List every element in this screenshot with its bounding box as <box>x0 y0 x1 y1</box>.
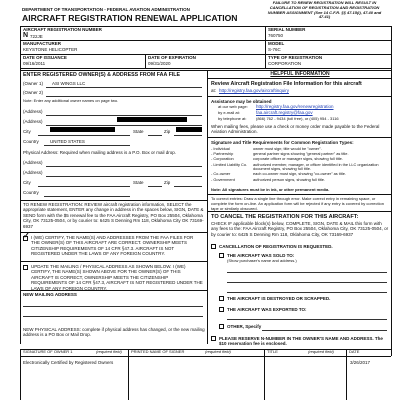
phone-label: by telephone at: <box>218 116 247 121</box>
state-label: State <box>133 129 144 134</box>
title-label: TITLE <box>267 349 278 354</box>
date-value[interactable]: 3/26/2017 <box>350 360 371 365</box>
physical-address-intro: Physical Address: Required when mailing address is a P.O. Box or mail drop. <box>23 150 176 155</box>
reserve-label: PLEASE RESERVE N-NUMBER IN THE OWNER'S NAME AND ADDRESS. The $10 reservation fee is enclosed. <box>219 336 383 347</box>
date-label: DATE <box>349 349 360 354</box>
other-checkbox[interactable] <box>219 324 224 329</box>
owner2-label: (Owner 2) <box>23 90 44 95</box>
email-link[interactable]: faa.aircraft.registry@faa.gov <box>256 110 313 115</box>
review-text: Review Aircraft Registration File Information for this aircraft <box>211 81 362 87</box>
sold-note: (Show purchaser's name and address.) <box>227 258 297 263</box>
owner1-value[interactable]: ASI WINGS LLC <box>52 81 86 86</box>
issue-value[interactable]: 09/16/2011 <box>23 61 46 66</box>
agency-line: DEPARTMENT OF TRANSPORTATION - FEDERAL AVIATION ADMINISTRATION <box>22 7 190 12</box>
address-label-1: (Address) <box>23 109 43 114</box>
exported-checkbox[interactable] <box>219 307 224 312</box>
owner1-label: (Owner 1) <box>23 81 44 86</box>
country-label: Country <box>23 139 39 144</box>
correct-entries-note: To correct entries: Draw a single line through error. Make correct entry in remaining space, or complete the form on-line. An application form will be rejected if any entry is covered by correction tape or similarly obscured. <box>211 196 384 211</box>
physical-address-label-2: (Address) <box>23 170 43 175</box>
form-title: AIRCRAFT REGISTRATION RENEWAL APPLICATION <box>22 13 238 23</box>
registration-requirement: authorized member, manager, or officer identified in the LLC organization document signs, showing full title. <box>253 161 379 172</box>
expiration-label: DATE OF EXPIRATION <box>148 55 196 60</box>
registration-requirement: each co-owner must sign, showing "co-owner" as title. <box>253 171 346 177</box>
signature-requirement-row <box>211 178 389 183</box>
checkmark-icon: ✓ <box>23 231 30 240</box>
cancel-request-checkbox[interactable] <box>211 244 216 249</box>
web-link[interactable]: http://registry.faa.gov/renewregistration <box>256 104 334 109</box>
owners-heading: ENTER REGISTERED OWNER(S) & ADDRESS FROM FAA FILE <box>23 72 181 78</box>
cancel-heading: TO CANCEL THE REGISTRATION FOR THIS AIRCRAFT: <box>211 214 359 220</box>
reg-number-prefix: N <box>23 32 29 39</box>
destroyed-checkbox[interactable] <box>219 296 224 301</box>
additional-owners-note: Note: Enter any additional owner names on page two. <box>23 98 119 103</box>
registration-type: - Government <box>211 176 235 182</box>
signature-value[interactable]: Electronically Certified by Registered Owners <box>23 360 114 365</box>
physical-city-label: City <box>23 180 31 185</box>
cancel-requested-label: CANCELLATION OF REGISTRATION IS REQUESTED. <box>219 244 333 249</box>
signature-ink-note: Note: All signatures must be in ink, or other permanent media. <box>211 187 330 192</box>
redacted-zip <box>176 127 202 132</box>
physical-state-label: State <box>133 180 144 185</box>
issue-label: DATE OF ISSUANCE <box>23 55 67 60</box>
registration-type: - Corporation <box>211 156 234 162</box>
registration-requirement: authorized person signs, showing full title. <box>253 176 326 182</box>
reserve-checkbox[interactable] <box>211 336 216 341</box>
other-label: OTHER, Specify <box>227 324 262 329</box>
new-mailing-label: NEW MAILING ADDRESS <box>23 292 77 297</box>
update-address-statement: UPDATE THE MAILING / PHYSICAL ADDRESS AS SHOWN BELOW. I (WE) CERTIFY, THE NAME(S) SHOWN ABOVE FOR THE OWNER(S) OF THIS AIRCRAFT IS CORRECT, OWNERSHIP MEETS THE CITIZENSHIP REQUIREMENTS OF 14 CFR §47.3, AIRCRAFT IS NOT REGISTERED UNDER THE LAWS OF ANY FOREIGN COUNTRY. <box>31 264 203 291</box>
exported-label: THE AIRCRAFT WAS EXPORTED TO: <box>227 307 307 312</box>
registration-requirement: general partner signs showing "general partner" as title. <box>253 151 349 157</box>
registration-type: - Co-owner <box>211 171 231 177</box>
physical-zip-label: Zip <box>164 180 171 185</box>
sold-checkbox[interactable] <box>219 253 224 258</box>
registration-requirement: owner must sign; title would be "owner". <box>253 146 322 151</box>
expiration-value[interactable]: 09/31/2020 <box>148 61 171 66</box>
assist-heading: Assistance may be obtained <box>211 99 272 104</box>
registry-link[interactable]: http://registry.faa.gov/aircraftinquiry <box>219 88 289 93</box>
registration-type: - Limited Liability Co. <box>211 161 248 167</box>
email-label: by e-mail at: <box>218 110 240 115</box>
type-label: TYPE OF REGISTRATION <box>268 55 323 60</box>
registration-type: - Partnership <box>211 151 234 157</box>
address-label-2: (Address) <box>23 119 43 124</box>
title-required: (required field) <box>308 349 334 354</box>
manufacturer-value[interactable]: KEYSTONE HELICOPTER <box>23 47 78 52</box>
city-label: City <box>23 129 31 134</box>
redacted-address <box>117 117 187 122</box>
type-value[interactable]: CORPORATION <box>268 61 302 66</box>
update-address-checkbox[interactable] <box>23 265 28 270</box>
warning-text: FAILURE TO RENEW REGISTRATION WILL RESULT IN CANCELLATION OF REGISTRATION AND REGISTRATION NUMBER ASSIGNMENT (See 14 C.F.R. §§ 47.15(i), 47.40 and 47.41) <box>267 0 382 20</box>
physical-address-label-1: (Address) <box>23 160 43 165</box>
phone-value: (866) 762 - 9434 (toll free), or (405) 954 - 3116 <box>256 116 339 121</box>
signature-label: SIGNATURE OF OWNER 1 <box>23 349 73 354</box>
cancel-instructions: CHECK IF applicable block(s) below, COMPLETE, SIGN, DATE & MAIL this form with any fees to the: FAA Aircraft Registry, PO Box 25504, Oklahoma City, OK 73125-0504, or by courier to: 6425 S Denning Rm 118, Oklahoma City, OK 73169-6937 <box>211 221 389 237</box>
country-value[interactable]: UNITED STATES <box>50 139 85 144</box>
signature-requirements-list <box>211 147 389 183</box>
reg-number-value[interactable]: 722JE <box>30 34 43 39</box>
fee-payment-note: When mailing fees, please use a check or money order made payable to the Federal Aviation Administration. <box>211 124 380 135</box>
printed-name-required: (required field) <box>205 349 231 354</box>
signature-required: (required field) <box>96 349 122 354</box>
signature-requirements-heading: Signature and Title Requirements for Common Registration Types: <box>211 140 354 145</box>
model-value[interactable]: S-76C <box>268 47 281 52</box>
physical-country-label: Country <box>23 190 39 195</box>
redacted-city <box>50 127 115 132</box>
serial-value[interactable]: 760750 <box>268 33 284 38</box>
destroyed-label: THE AIRCRAFT IS DESTROYED OR SCRAPPED. <box>227 296 331 301</box>
certify-statement: I (WE) CERTIFY, THE NAME(S) AND ADDRESSES FROM THE FAA FILES FOR THE OWNER(S) OF THIS AIRCRAFT ARE CORRECT. OWNERSHIP MEETS CITIZENSHIP REQUIREMENTS OF 14 CFR §47.3. AIRCRAFT IS NOT REGISTERED UNDER THE LAWS OF ANY FOREIGN COUNTRY. <box>31 235 194 257</box>
manufacturer-label: MANUFACTURER <box>23 41 61 46</box>
model-label: MODEL <box>268 41 285 46</box>
sold-label: THE AIRCRAFT WAS SOLD TO: <box>227 253 295 258</box>
registration-type: - Individual <box>211 146 230 151</box>
renew-instructions: TO RENEW REGISTRATION: REVIEW aircraft registration information, SELECT the appropriate statement, ENTER any change in address in the spaces below, SIGN, DATE & SEND form with the $5 renewal fee to the FAA Aircraft Registry, PO Box 25504, Oklahoma City, OK 73125-0504, or by courier to: 6425 S Denning Rm 118, Oklahoma City OK 73169-6937 <box>23 202 204 229</box>
web-label: at our web page: <box>218 104 248 109</box>
zip-label: Zip <box>164 129 171 134</box>
printed-name-label: PRINTED NAME OF SIGNER <box>131 349 185 354</box>
reg-number-label: AIRCRAFT REGISTRATION NUMBER <box>23 27 102 32</box>
registration-requirement: corporate officer or manager signs, showing full title. <box>253 156 343 162</box>
review-at: at: <box>211 88 217 93</box>
serial-label: SERIAL NUMBER <box>268 27 306 32</box>
helpful-heading: HELPFUL INFORMATION <box>270 71 330 77</box>
new-physical-label: NEW PHYSICAL ADDRESS: complete if physical address has changed, or the new mailing address is a PO Box or Mail Drop. <box>23 327 205 338</box>
